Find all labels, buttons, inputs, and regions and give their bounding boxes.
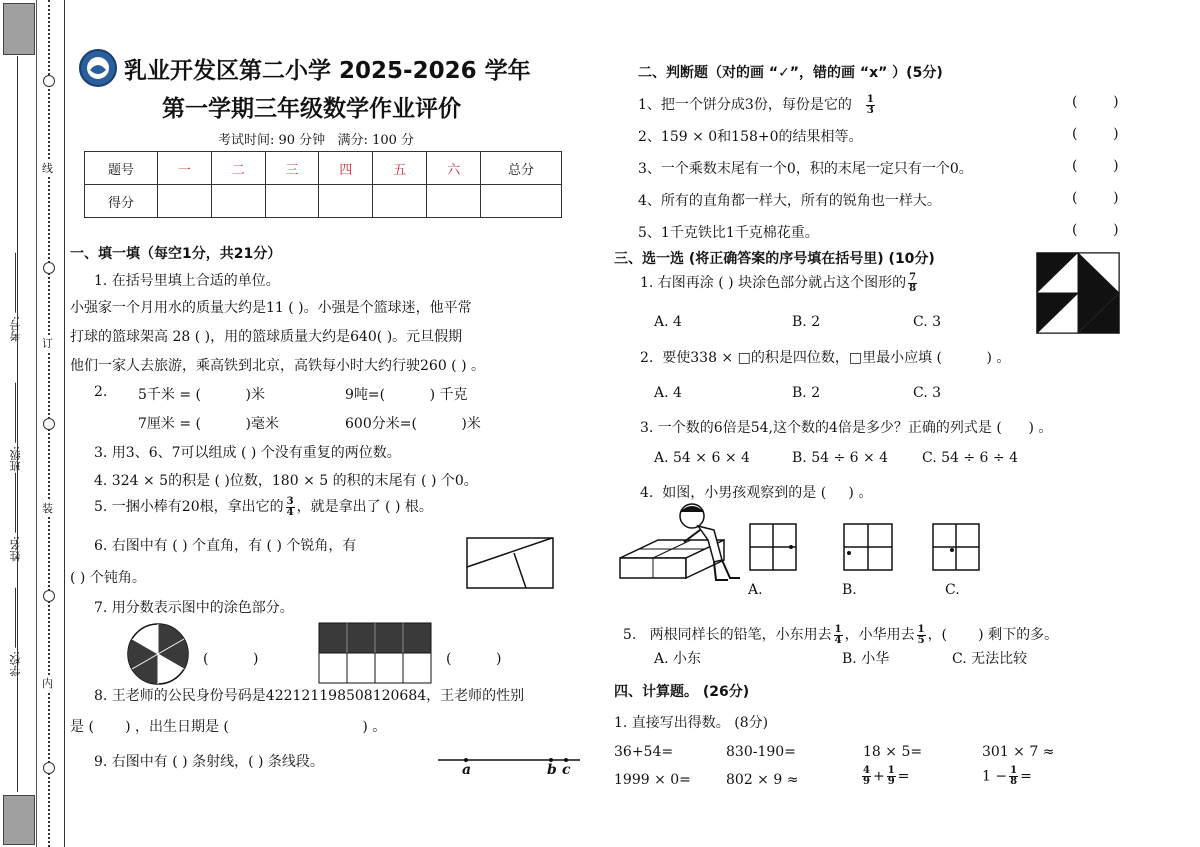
s1-q2-c: 7厘米 = ( )毫米 [138,416,279,432]
s3-q5-opt-b[interactable]: B. 小华 [842,651,890,667]
s3-q1-opt-a[interactable]: A. 4 [654,314,682,330]
point-c-label: c [562,762,571,778]
pie-figure [126,622,190,686]
s2-item: 4、所有的直角都一样大，所有的锐角也一样大。 [638,193,941,209]
school-logo [78,48,118,88]
s1-q1-line3: 他们一家人去旅游，乘高铁到北京，高铁每小时大约行驶260 ( ) 。 [70,358,485,374]
s3-q3-opt-c[interactable]: C. 54 ÷ 6 ÷ 4 [922,450,1019,466]
ray-figure [436,752,582,782]
score-header-cell: 三 [265,152,319,185]
s3-q4-label-c: C. [945,582,960,598]
s1-q4: 4. 324 × 5的积是 ( )位数，180 × 5 的积的末尾有 ( ) 个0。 [94,473,478,489]
s3-q5: 5. 两根同样长的铅笔，小东用去 $\frac{1}{4}$ ，小华用去 $\frac{1}{5}$ ，( ) 剩下的多。 [622,623,1059,646]
s1-q2-d: 600分米=( )米 [345,416,481,432]
rect-grid-figure [318,622,432,684]
triangle-square-figure [1036,252,1120,334]
s2-blank[interactable]: ( ) [1072,158,1119,174]
score-cell[interactable] [158,185,212,218]
line-char: 订 [42,337,53,350]
score-header-cell: 四 [319,152,373,185]
binding-hole [43,762,55,774]
binding-bottom-block [3,795,35,845]
boy-observing-figure [618,500,746,582]
fraction: $\frac{1}{4}$ [834,623,842,646]
class-field: 班级: [8,380,24,472]
fraction: $\frac{1}{8}$ [1010,765,1018,787]
s1-q2-num: 2. [94,384,108,400]
s1-q5: 5. 一捆小棒有20根，拿出它的 $\frac{3}{4}$ ，就是拿出了 ( ) 根。 [94,495,433,518]
score-header-cell: 总分 [481,152,562,185]
calc-item: 301 × 7 ≈ [982,744,1055,760]
s2-blank[interactable]: ( ) [1072,222,1119,238]
score-table [84,151,562,218]
s3-q5-opt-c[interactable]: C. 无法比较 [952,651,1028,667]
section4-title: 四、计算题。 (26分) [614,684,750,700]
point-a-label: a [462,762,472,778]
s1-q1: 1. 在括号里填上合适的单位。 [94,273,280,289]
s3-q3: 3. 一个数的6倍是54,这个数的4倍是多少？正确的列式是 ( ) 。 [640,420,1053,436]
title-line2: 第一学期三年级数学作业评价 [162,96,461,122]
s3-q1-opt-c[interactable]: C. 3 [913,314,942,330]
s1-q7-blank1[interactable]: ( ) [203,651,259,667]
s3-q1-opt-b[interactable]: B. 2 [792,314,821,330]
calc-item: $\frac{4}{9}$ + $\frac{1}{9}$ = [863,765,910,787]
s1-q8-line1: 8. 王老师的公民身份号码是422121198508120684，王老师的性别 [94,688,525,704]
number-field: 考号: [8,250,24,342]
score-cell[interactable] [265,185,319,218]
school-field: 学校: [8,585,24,677]
score-cell[interactable] [427,185,481,218]
s1-q3: 3. 用3、6、7可以组成 ( ) 个没有重复的两位数。 [94,445,401,461]
s1-q6-line1: 6. 右图中有 ( ) 个直角，有 ( ) 个锐角，有 [94,538,357,554]
s3-q4-label-a: A. [748,582,763,598]
section1-title: 一、填一填（每空1分，共21分） [70,246,282,262]
score-header-cell: 二 [211,152,265,185]
line-char: 内 [42,677,53,690]
s1-q8-line2: 是 ( ) ，出生日期是 ( ) 。 [70,719,387,735]
s3-q4-label-b: B. [842,582,857,598]
s3-q2-opt-a[interactable]: A. 4 [654,385,682,401]
s1-q1-line1: 小强家一个月用水的质量大约是11 ( )。小强是个篮球迷，他平常 [70,300,472,316]
s2-blank[interactable]: ( ) [1072,94,1119,110]
s3-q1: 1. 右图再涂 ( ) 块涂色部分就占这个图形的 $\frac{7}{8}$ [640,271,917,294]
s2-blank[interactable]: ( ) [1072,190,1119,206]
fraction: $\frac{7}{8}$ [909,271,917,294]
calc-item: 1 − $\frac{1}{8}$ = [982,765,1032,787]
fraction: $\frac{4}{9}$ [863,765,870,787]
binding-top-block [3,3,35,55]
score-header-cell: 六 [427,152,481,185]
s2-blank[interactable]: ( ) [1072,126,1119,142]
angle-figure [466,537,554,589]
s3-q2: 2. 要使338 × □的积是四位数，□里最小应填 ( ) 。 [640,350,1011,366]
calc-item: 802 × 9 ≈ [726,772,799,788]
s3-q2-opt-c[interactable]: C. 3 [913,385,942,401]
calc-item: 18 × 5= [863,744,923,760]
fraction: $\frac{1}{5}$ [917,623,925,646]
section2-title: 二、判断题（对的画 “✓”，错的画 “x” ）(5分) [638,65,943,81]
title-line1: 乳业开发区第二小学 2025-2026 学年 [124,58,531,84]
s3-q2-opt-b[interactable]: B. 2 [792,385,821,401]
fraction: $\frac{1}{9}$ [887,765,895,787]
name-field: 姓名: [8,470,24,562]
score-cell[interactable] [211,185,265,218]
score-cell[interactable] [373,185,427,218]
s1-q2-b: 9吨=( ) 千克 [345,387,468,403]
score-header-cell: 一 [158,152,212,185]
binding-hole [43,590,55,602]
s2-item: 5、1千克铁比1千克棉花重。 [638,225,819,241]
point-b-label: b [547,762,557,778]
s1-q7-blank2[interactable]: ( ) [446,651,502,667]
score-header-cell: 题号 [85,152,158,185]
line-char: 装 [42,502,53,515]
score-cell[interactable] [319,185,373,218]
line-char: 线 [42,162,53,175]
s2-item: 1、把一个饼分成3份，每份是它的 $\frac{1}{3}$ [638,93,874,116]
calc-item: 830-190= [726,744,796,760]
s3-q5-opt-a[interactable]: A. 小东 [654,651,702,667]
tear-line [40,0,58,847]
s3-q3-opt-b[interactable]: B. 54 ÷ 6 × 4 [792,450,889,466]
s2-item: 2、159 × 0和158+0的结果相等。 [638,129,863,145]
binding-hole [43,75,55,87]
score-header-cell: 五 [373,152,427,185]
s2-item: 3、一个乘数末尾有一个0，积的末尾一定只有一个0。 [638,161,973,177]
view-option-b[interactable] [843,523,893,571]
s1-q6-line2: ( ) 个钝角。 [70,570,146,586]
fraction: $\frac{3}{4}$ [286,495,294,518]
score-row-label: 得分 [85,185,158,218]
s1-q2-a: 5千米 = ( )米 [138,387,265,403]
s1-q7: 7. 用分数表示图中的涂色部分。 [94,600,294,616]
section3-title: 三、选一选 (将正确答案的序号填在括号里) (10分) [614,251,935,267]
s1-q9: 9. 右图中有 ( ) 条射线，( ) 条线段。 [94,754,324,770]
s3-q4: 4. 如图，小男孩观察到的是 ( ) 。 [640,485,873,501]
s4-q1: 1. 直接写出得数。 (8分) [614,715,769,731]
strip-border [64,0,65,847]
exam-info: 考试时间: 90 分钟 满分: 100 分 [218,133,415,148]
binding-hole [43,418,55,430]
view-option-c[interactable] [932,523,980,571]
s3-q3-opt-a[interactable]: A. 54 × 6 × 4 [654,450,750,466]
calc-item: 36+54= [614,744,674,760]
s1-q1-line2: 打球的篮球架高 28 ( )，用的篮球质量大约是640( )。元旦假期 [70,329,463,345]
calc-item: 1999 × 0= [614,772,691,788]
view-option-a[interactable] [749,523,797,571]
binding-hole [43,262,55,274]
score-cell[interactable] [481,185,562,218]
fraction: $\frac{1}{3}$ [866,93,874,116]
